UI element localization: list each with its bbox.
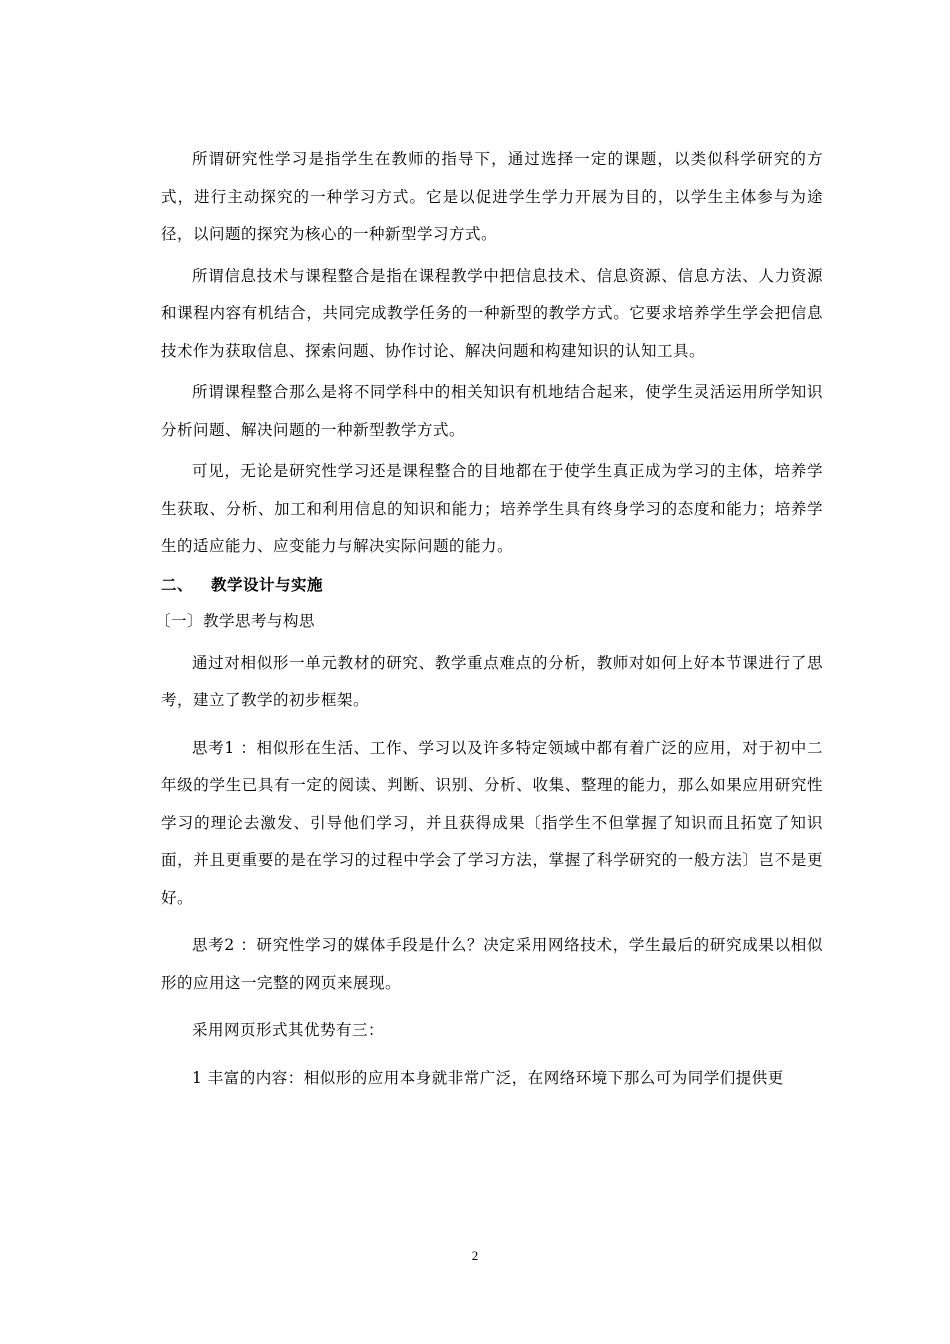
section-heading xyxy=(161,566,823,604)
paragraph-conclusion: 可见，无论是研究性学习还是课程整合的目地都在于使学生真正成为学习的主体，培养学生获取、分析、加工和利用信息的知识和能力；培养学生具有终身学习的态度和能力；培养学生的适应能力、应变能力与解决实际问题的能力。 xyxy=(161,462,823,555)
document-body xyxy=(155,141,823,1097)
paragraph-framework: 通过对相似形一单元教材的研究、教学重点难点的分析，教师对如何上好本节课进行了思考，建立了教学的初步框架。 xyxy=(161,653,823,709)
section-heading-number: 二、 xyxy=(161,574,194,594)
paragraph-advantage-1: 1 丰富的内容：相似形的应用本身就非常广泛，在网络环境下那么可为同学们提供更 xyxy=(192,1068,784,1087)
paragraph-it-integration: 所谓信息技术与课程整合是指在课程教学中把信息技术、信息资源、信息方法、人力资源和课程内容有机结合，共同完成教学任务的一种新型的教学方式。它要求培养学生学会把信息技术作为获取信息、探索问题、协作讨论、解决问题和构建知识的认知工具。 xyxy=(161,266,823,360)
paragraph-thought-1: 思考1 ：相似形在生活、工作、学习以及许多特定领域中都有着广泛的应用，对于初中二年级的学生已具有一定的阅读、判断、识别、分析、收集、整理的能力，那么如果应用研究性学习的理论去激发、引导他们学习，并且获得成果〔指学生不但掌握了知识而且拓宽了知识面，并且更重要的是在学习的过程中学会了学习方法，掌握了科学研究的一般方法〕岂不是更好。 xyxy=(161,738,823,907)
subsection-heading: 〔一〕教学思考与构思 xyxy=(155,612,316,630)
paragraph-research-learning: 所谓研究性学习是指学生在教师的指导下，通过选择一定的课题，以类似科学研究的方式，进行主动探究的一种学习方式。它是以促进学生学力开展为目的，以学生主体参与为途径，以问题的探究为核心的一种新型学习方式。 xyxy=(161,150,823,243)
page-number: 2 xyxy=(471,1248,479,1263)
paragraph-advantages-intro: 采用网页形式其优势有三： xyxy=(192,1021,385,1039)
section-heading-title: 教学设计与实施 xyxy=(211,574,324,594)
paragraph-curriculum-integration: 所谓课程整合那么是将不同学科中的相关知识有机地结合起来，使学生灵活运用所学知识分析问题、解决问题的一种新型教学方式。 xyxy=(161,383,823,439)
paragraph-thought-2: 思考2 ：研究性学习的媒体手段是什么？决定采用网络技术，学生最后的研究成果以相似形的应用这一完整的网页来展现。 xyxy=(161,936,823,992)
